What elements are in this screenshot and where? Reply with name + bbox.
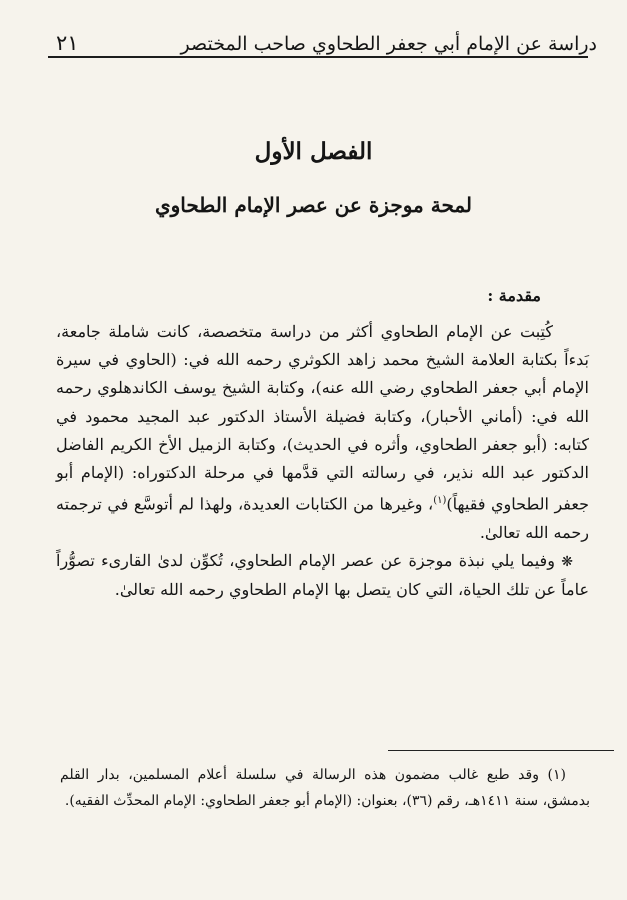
footnotes <box>60 762 590 814</box>
body-text <box>56 318 589 604</box>
page-number: ٢١ <box>56 31 79 55</box>
asterism-icon: ❋ <box>561 553 574 570</box>
section-heading: مقدمة : <box>487 286 541 305</box>
footnote-reference: (١) <box>433 495 447 507</box>
header-rule <box>48 56 588 58</box>
paragraph-outline <box>56 547 589 604</box>
running-header <box>56 24 597 54</box>
paragraph-intro-end: ، وغيرها من الكتابات العديدة، ولهذا لم أتوسَّع في ترجمته رحمه الله تعالىٰ. <box>56 494 589 542</box>
paragraph-intro <box>56 318 589 547</box>
footnote-1: (١) وقد طبع غالب مضمون هذه الرسالة في سلسلة أعلام المسلمين، بدار القلم بدمشق، سنة ١٤١١هـ، رقم (٣٦)، بعنوان: (الإمام أبو جعفر الطحاوي: الإمام المحدِّث الفقيه). <box>60 767 590 809</box>
paragraph-outline-text: وفيما يلي نبذة موجزة عن عصر الإمام الطحاوي، تُكوِّن لدىٰ القارىء تصوُّراً عاماً عن تلك الحياة، التي كان يتصل بها الإمام الطحاوي رحمه الله تعالىٰ. <box>56 550 589 600</box>
footnote-rule <box>388 750 614 751</box>
running-title: دراسة عن الإمام أبي جعفر الطحاوي صاحب المختصر <box>180 33 597 55</box>
chapter-subtitle: لمحة موجزة عن عصر الإمام الطحاوي <box>154 193 473 217</box>
chapter-title: الفصل الأول <box>254 138 373 165</box>
paragraph-intro-text: كُتِبت عن الإمام الطحاوي أكثر من دراسة متخصصة، كانت شاملة جامعة، بَدءاً بكتابة العلامة الشيخ محمد زاهد الكوثري رحمه الله في: (الحاوي في سيرة الإمام أبي جعفر الطحاوي رضي الله عنه)، وكتابة الشيخ يوسف الكاندهلوي رحمه الله في: (أماني الأحبار)، وكتابة فضيلة الأستاذ الدكتور عبد المجيد محمود في كتابه: (أبو جعفر الطحاوي، وأثره في الحديث)، وكتابة الزميل الأخ الكريم الفاضل الدكتور عبد الله نذير، في رسالته التي قدَّمها في مرحلة الدكتوراه: (الإمام أبو جعفر الطحاوي فقيهاً) <box>56 322 590 514</box>
